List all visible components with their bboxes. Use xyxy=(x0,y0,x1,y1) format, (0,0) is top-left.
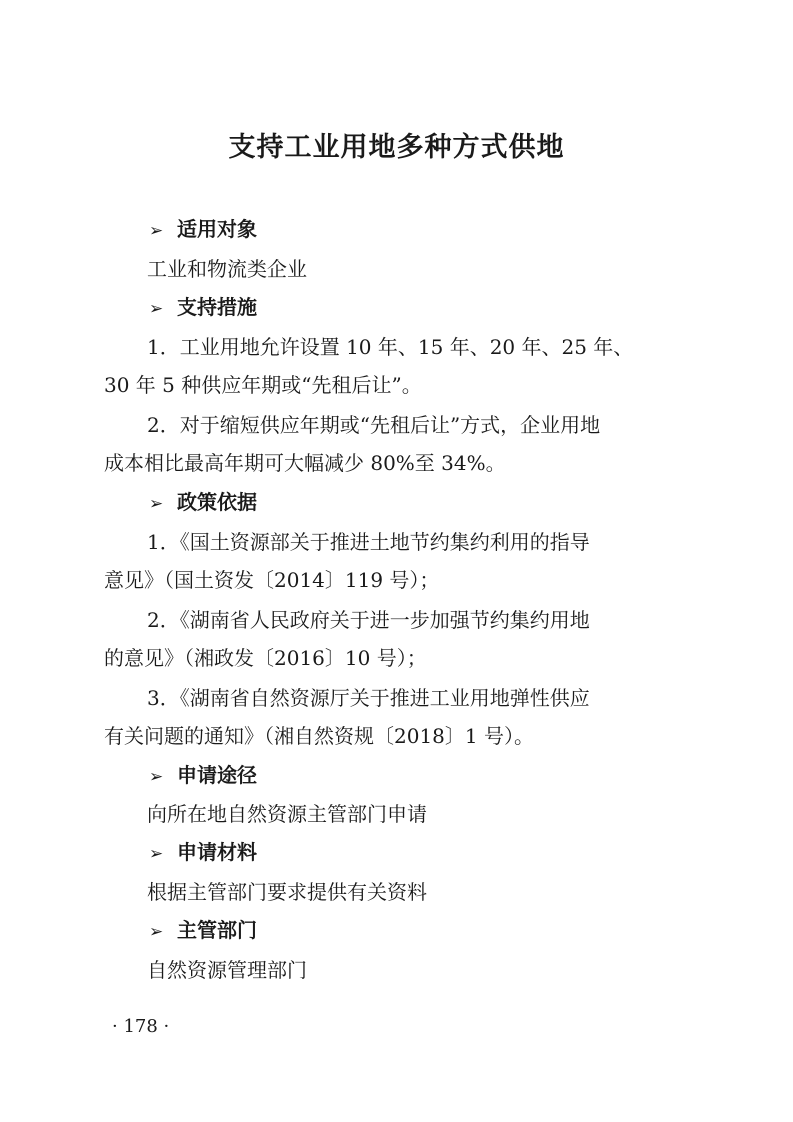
basis-item-3-line-2: 有关问题的通知》（湘自然资规〔2018〕1 号）。 xyxy=(104,724,534,748)
arrow-bullet-icon: ➢ xyxy=(149,844,164,864)
section-heading-channel xyxy=(149,761,257,791)
arrow-bullet-icon: ➢ xyxy=(149,767,164,787)
section-heading-label: 政策依据 xyxy=(177,490,257,514)
channel-text: 向所在地自然资源主管部门申请 xyxy=(147,802,427,826)
section-heading-target xyxy=(149,215,257,245)
section-heading-label: 适用对象 xyxy=(177,217,257,241)
arrow-bullet-icon: ➢ xyxy=(149,922,164,942)
section-heading-measures xyxy=(149,293,257,323)
measure-item-1-line-1: 1．工业用地允许设置 10 年、15 年、20 年、25 年、 xyxy=(147,335,634,359)
arrow-bullet-icon: ➢ xyxy=(149,221,164,241)
materials-text: 根据主管部门要求提供有关资料 xyxy=(147,880,427,904)
basis-item-1-line-2: 意见》（国土资发〔2014〕119 号）； xyxy=(104,568,440,592)
basis-item-3-line-1: 3．《湖南省自然资源厅关于推进工业用地弹性供应 xyxy=(147,686,590,710)
section-heading-basis xyxy=(149,488,257,518)
page-title: 支持工业用地多种方式供地 xyxy=(228,132,565,163)
target-text: 工业和物流类企业 xyxy=(147,257,307,281)
section-heading-label: 支持措施 xyxy=(177,295,257,319)
section-heading-label: 申请材料 xyxy=(177,840,257,864)
measure-item-2-line-1: 2．对于缩短供应年期或“先租后让”方式，企业用地 xyxy=(147,413,601,437)
arrow-bullet-icon: ➢ xyxy=(149,494,164,514)
section-heading-label: 主管部门 xyxy=(177,918,257,942)
basis-item-2-line-2: 的意见》（湘政发〔2016〕10 号）； xyxy=(104,646,427,670)
arrow-bullet-icon: ➢ xyxy=(149,299,164,319)
measure-item-1-line-2: 30 年 5 种供应年期或“先租后让”。 xyxy=(104,373,422,397)
department-text: 自然资源管理部门 xyxy=(147,958,307,982)
section-heading-label: 申请途径 xyxy=(177,763,257,787)
page-number: · 178 · xyxy=(112,1016,170,1037)
section-heading-department xyxy=(149,916,257,946)
measure-item-2-line-2: 成本相比最高年期可大幅减少 80%至 34%。 xyxy=(104,451,506,475)
basis-item-2-line-1: 2．《湖南省人民政府关于进一步加强节约集约用地 xyxy=(147,608,590,632)
basis-item-1-line-1: 1．《国土资源部关于推进土地节约集约利用的指导 xyxy=(147,530,590,554)
section-heading-materials xyxy=(149,838,257,868)
